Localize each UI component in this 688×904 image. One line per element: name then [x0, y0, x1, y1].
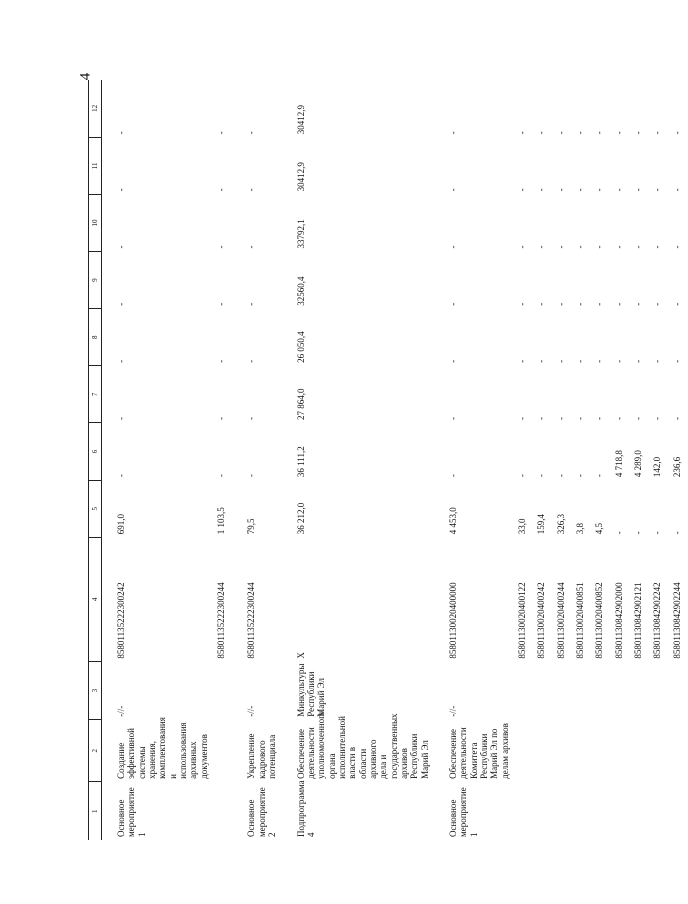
- table-cell: [649, 662, 668, 720]
- table-cell: -: [575, 188, 586, 192]
- table-cell: 85801130020400000: [447, 582, 458, 659]
- table-cell: -: [555, 416, 566, 420]
- table-cell: -: [216, 188, 227, 192]
- table-cell: -: [575, 245, 586, 249]
- table-cell: Создание эффективной системы хранения, комплектования и использования архивных документов: [116, 717, 209, 779]
- table-cell: -: [447, 302, 458, 306]
- table-cell: -: [555, 188, 566, 192]
- table-cell: -: [575, 474, 586, 478]
- table-cell: [553, 662, 572, 720]
- table-cell: -//-: [246, 705, 257, 717]
- table-cell: -: [633, 245, 644, 249]
- table-cell: [553, 782, 572, 840]
- table-cell: -: [652, 302, 663, 306]
- table-row: [669, 80, 688, 840]
- column-header-8: 8: [89, 309, 102, 366]
- column-header-1: 1: [89, 782, 102, 840]
- column-header-2: 2: [89, 720, 102, 782]
- table-cell: -: [246, 245, 257, 249]
- table-header-row: [89, 80, 102, 840]
- table-row: [572, 80, 591, 840]
- table-cell: [533, 720, 552, 782]
- table-cell: Укрепление кадрового потенциала: [246, 733, 278, 779]
- table-cell: -: [633, 531, 644, 535]
- table-cell: [669, 662, 688, 720]
- table-cell: 27 864,0: [295, 388, 306, 420]
- table-cell: 30412,9: [295, 105, 306, 135]
- table-cell: -: [447, 416, 458, 420]
- page-number: 4: [77, 72, 94, 81]
- table-cell: -: [536, 302, 547, 306]
- table-cell: -: [216, 131, 227, 135]
- table-cell: -: [594, 302, 605, 306]
- table-row: [649, 80, 668, 840]
- table-row: [102, 80, 214, 840]
- table-cell: [649, 720, 668, 782]
- table-cell: -: [447, 474, 458, 478]
- table-cell: -//-: [447, 705, 458, 717]
- table-cell: -: [613, 188, 624, 192]
- table-cell: -: [216, 416, 227, 420]
- table-cell: -: [613, 245, 624, 249]
- table-cell: -: [652, 359, 663, 363]
- table-cell: 79,5: [246, 518, 257, 535]
- table-cell: -: [246, 188, 257, 192]
- table-cell: -: [116, 474, 127, 478]
- column-header-4: 4: [89, 537, 102, 661]
- table-cell: 85801130020400851: [575, 582, 586, 659]
- table-cell: -: [536, 474, 547, 478]
- column-header-11: 11: [89, 137, 102, 194]
- table-cell: -: [613, 359, 624, 363]
- table-cell: -: [613, 416, 624, 420]
- table-cell: -: [447, 188, 458, 192]
- table-cell: 85801135222300242: [116, 582, 127, 659]
- table-cell: Обеспечение деятельности Комитета Республики Марий Эл по делам архивов: [447, 723, 510, 779]
- table-row: [533, 80, 552, 840]
- table-cell: -: [671, 188, 682, 192]
- table-cell: -: [671, 302, 682, 306]
- table-cell: -: [671, 416, 682, 420]
- column-header-9: 9: [89, 252, 102, 309]
- table-cell: -: [246, 131, 257, 135]
- table-cell: -: [555, 131, 566, 135]
- table-cell: -: [216, 245, 227, 249]
- table-cell: -: [613, 131, 624, 135]
- table-cell: Х: [295, 652, 306, 659]
- table-cell: -: [116, 302, 127, 306]
- table-cell: -: [246, 474, 257, 478]
- table-cell: -: [633, 188, 644, 192]
- table-cell: -: [116, 245, 127, 249]
- table-cell: 4,5: [594, 523, 605, 535]
- table-cell: 85801135222300244: [216, 582, 227, 659]
- table-cell: -: [652, 188, 663, 192]
- table-cell: -: [216, 359, 227, 363]
- table-cell: -: [116, 131, 127, 135]
- table-cell: -: [517, 474, 528, 478]
- table-cell: 691,0: [116, 514, 127, 535]
- table-cell: -: [536, 188, 547, 192]
- table-cell: -: [246, 416, 257, 420]
- table-row: [514, 80, 533, 840]
- table-cell: -: [613, 302, 624, 306]
- table-cell: -: [536, 131, 547, 135]
- table-cell: 85801130842902244: [671, 582, 682, 659]
- table-row: [232, 80, 281, 840]
- table-cell: -: [246, 359, 257, 363]
- table-row: [282, 80, 434, 840]
- table-cell: [213, 720, 232, 782]
- table-row: [434, 80, 514, 840]
- table-cell: [533, 782, 552, 840]
- table-cell: 142,0: [652, 456, 663, 478]
- table-cell: -: [594, 474, 605, 478]
- table-cell: 85801130842902121: [633, 582, 644, 659]
- table-cell: -: [517, 131, 528, 135]
- table-cell: -: [216, 302, 227, 306]
- column-header-5: 5: [89, 480, 102, 537]
- table-cell: -: [555, 474, 566, 478]
- column-header-6: 6: [89, 423, 102, 480]
- table-cell: Основное мероприятие 2: [246, 787, 278, 837]
- table-cell: [514, 662, 533, 720]
- table-cell: [669, 782, 688, 840]
- column-header-7: 7: [89, 366, 102, 423]
- table-cell: Обеспечение деятельности уполномоченного органа исполнительной власти в области архивного дела и государственных архивов Республики Марий Эл: [295, 710, 430, 779]
- table-cell: 36 212,0: [295, 502, 306, 535]
- table-cell: 36 111,2: [295, 446, 306, 478]
- table-cell: -: [517, 359, 528, 363]
- table-cell: Подпрограмма 4: [295, 780, 316, 837]
- table-cell: [649, 782, 668, 840]
- table-cell: 33792,1: [295, 219, 306, 249]
- table-row: [591, 80, 610, 840]
- table-cell: -: [652, 531, 663, 535]
- table-cell: 33,0: [517, 518, 528, 535]
- table-cell: -: [216, 474, 227, 478]
- table-cell: -: [671, 131, 682, 135]
- table-cell: -: [116, 188, 127, 192]
- table-cell: -: [633, 416, 644, 420]
- table-cell: -: [536, 359, 547, 363]
- table-cell: 32560,4: [295, 276, 306, 306]
- table-cell: 159,4: [536, 514, 547, 535]
- table-cell: -: [517, 245, 528, 249]
- table-cell: -: [652, 131, 663, 135]
- table-cell: [611, 720, 630, 782]
- table-cell: 85801130020400122: [517, 582, 528, 659]
- table-cell: -: [594, 131, 605, 135]
- table-cell: -: [671, 359, 682, 363]
- table-cell: -: [116, 359, 127, 363]
- table-cell: [533, 662, 552, 720]
- table-body: [102, 80, 688, 840]
- column-header-12: 12: [89, 80, 102, 137]
- table-cell: -: [447, 359, 458, 363]
- table-cell: -: [594, 188, 605, 192]
- table-cell: 3,8: [575, 523, 586, 535]
- table-row: [553, 80, 572, 840]
- table-cell: [213, 782, 232, 840]
- table-cell: 4 289,0: [633, 450, 644, 478]
- table-cell: -: [555, 302, 566, 306]
- table-cell: -: [633, 359, 644, 363]
- table-cell: -: [517, 188, 528, 192]
- table-cell: [213, 662, 232, 720]
- table-cell: -: [594, 416, 605, 420]
- table-row: [611, 80, 630, 840]
- table-cell: [514, 720, 533, 782]
- table-cell: [591, 782, 610, 840]
- table-cell: -: [575, 359, 586, 363]
- table-cell: [553, 720, 572, 782]
- table-cell: -: [246, 302, 257, 306]
- table-cell: 1 103,5: [216, 507, 227, 535]
- table-cell: [591, 720, 610, 782]
- table-cell: [514, 782, 533, 840]
- table-cell: -: [536, 416, 547, 420]
- table-cell: 85801130020400242: [536, 582, 547, 659]
- table-cell: 4 453,0: [447, 507, 458, 535]
- table-cell: [630, 720, 649, 782]
- table-cell: [572, 782, 591, 840]
- table-cell: 85801130842902242: [652, 582, 663, 659]
- table-cell: [591, 662, 610, 720]
- table-cell: -: [575, 416, 586, 420]
- table-cell: -//-: [116, 705, 127, 717]
- table-cell: [572, 720, 591, 782]
- table-row: [630, 80, 649, 840]
- table-cell: -: [652, 245, 663, 249]
- table-cell: 85801135222300244: [246, 582, 257, 659]
- table-cell: 26 050,4: [295, 331, 306, 363]
- table-cell: -: [613, 531, 624, 535]
- table-cell: [669, 720, 688, 782]
- table-cell: 236,6: [671, 456, 682, 478]
- table-cell: [611, 782, 630, 840]
- table-cell: -: [517, 416, 528, 420]
- table-cell: 85801130842902000: [613, 582, 624, 659]
- table-cell: Основное мероприятие 1: [116, 787, 147, 837]
- table-cell: -: [652, 416, 663, 420]
- table-cell: -: [633, 131, 644, 135]
- budget-table: [88, 80, 688, 840]
- rotated-table-sheet: [88, 80, 682, 840]
- table-cell: 85801130020400852: [594, 582, 605, 659]
- table-cell: 4 718,8: [613, 450, 624, 478]
- table-cell: -: [594, 245, 605, 249]
- table-cell: [630, 662, 649, 720]
- table-cell: -: [536, 245, 547, 249]
- table-cell: 85801130020400244: [555, 582, 566, 659]
- table-cell: -: [447, 131, 458, 135]
- column-header-10: 10: [89, 194, 102, 251]
- table-cell: -: [594, 359, 605, 363]
- table-cell: [630, 782, 649, 840]
- table-cell: 30412,9: [295, 162, 306, 192]
- table-cell: [611, 662, 630, 720]
- table-cell: -: [517, 302, 528, 306]
- column-header-3: 3: [89, 662, 102, 720]
- table-cell: -: [575, 302, 586, 306]
- table-cell: Минкультуры Республики Марий Эл: [295, 663, 327, 717]
- table-cell: -: [555, 359, 566, 363]
- table-cell: -: [575, 131, 586, 135]
- table-cell: -: [447, 245, 458, 249]
- table-cell: -: [671, 531, 682, 535]
- table-cell: -: [633, 302, 644, 306]
- table-cell: -: [555, 245, 566, 249]
- table-cell: -: [116, 416, 127, 420]
- table-cell: Основное мероприятие 1: [447, 787, 479, 837]
- table-row: [213, 80, 232, 840]
- table-cell: [572, 662, 591, 720]
- table-cell: 326,3: [555, 514, 566, 535]
- table-cell: -: [671, 245, 682, 249]
